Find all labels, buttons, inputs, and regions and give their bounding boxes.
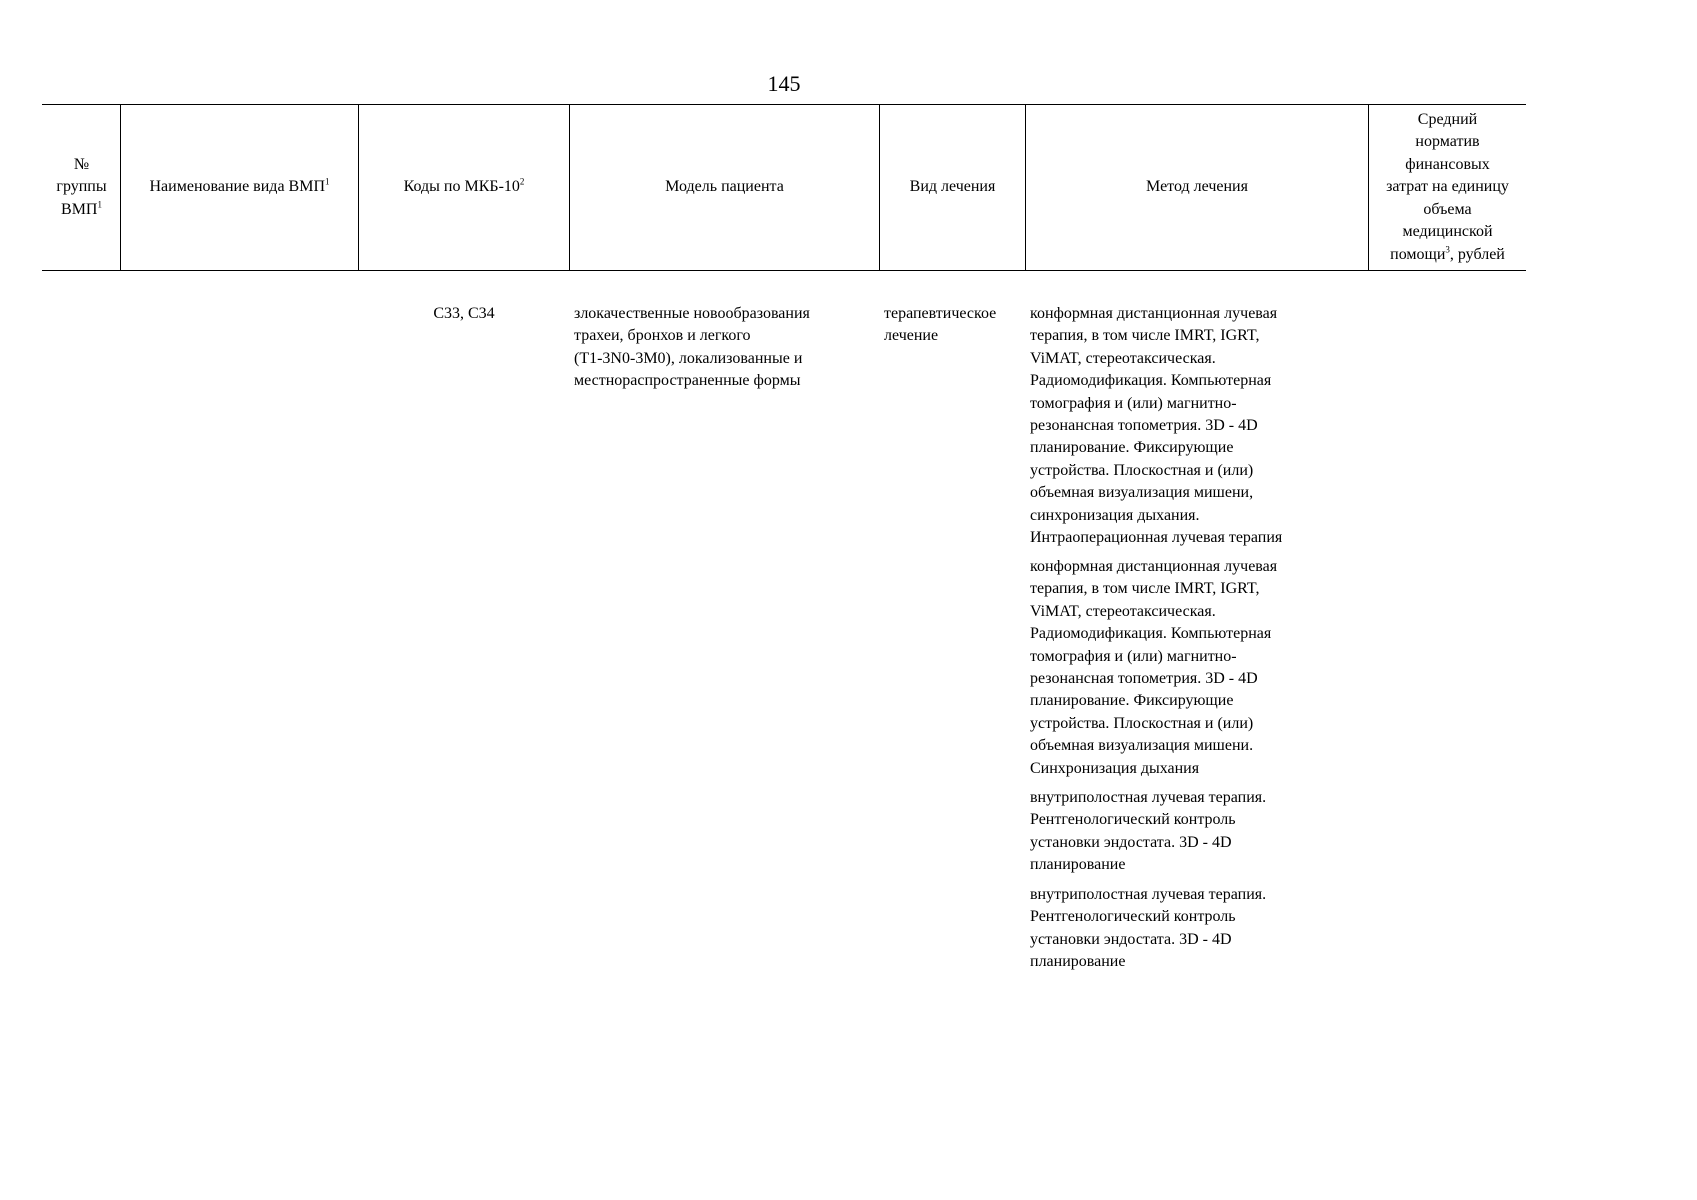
header-text-line: финансовых [1405,155,1490,173]
header-text-line: группы [56,178,107,196]
header-text-line: , рублей [1449,245,1505,263]
text-line: резонансная топометрия. 3D - 4D [1030,670,1258,688]
header-text-line: затрат на единицу [1386,178,1509,196]
text-line: терапевтическое [884,305,997,322]
text-line: объемная визуализация мишени, [1030,484,1254,502]
icd-codes-cell: C33, C34 [433,305,495,322]
text-line: томография и (или) магнитно- [1030,647,1237,665]
text-line: конформная дистанционная лучевая [1030,305,1278,322]
header-text: Вид лечения [909,178,996,196]
text-line: Синхронизация дыхания [1030,759,1200,777]
text-line: резонансная топометрия. 3D - 4D [1030,417,1258,435]
text-line: терапия, в том числе IMRT, IGRT, [1030,327,1260,345]
text-line: местнораспространенные формы [574,372,801,390]
header-text-line: № [73,155,90,173]
text-line: объемная визуализация мишени. [1030,737,1254,755]
text-line: установки эндостата. 3D - 4D [1030,930,1232,948]
footnote-marker: 2 [519,176,525,187]
text-line: планирование [1030,953,1126,971]
text-line: Рентгенологический контроль [1030,908,1236,926]
header-text-line: объема [1423,200,1472,218]
text-line: (T1-3N0-3M0), локализованные и [574,349,803,367]
text-line: установки эндостата. 3D - 4D [1030,833,1232,851]
header-treatment-method [1026,105,1368,270]
footnote-marker: 1 [97,199,102,210]
header-text-line: ВМП [61,200,98,218]
header-text: Модель пациента [665,178,784,196]
header-icd-codes [359,105,569,270]
text-line: томография и (или) магнитно- [1030,394,1237,412]
text-line: конформная дистанционная лучевая [1030,558,1278,575]
page-number: 145 [767,71,801,96]
text-line: устройства. Плоскостная и (или) [1030,461,1254,479]
text-line: лечение [884,327,939,345]
header-text: Наименование вида ВМП [149,178,325,196]
text-line: Радиомодификация. Компьютерная [1030,372,1272,390]
text-line: Интраоперационная лучевая терапия [1030,529,1283,547]
text-line: синхронизация дыхания. [1030,506,1200,524]
header-text-line: медицинской [1402,223,1493,241]
header-bottom-rule [42,270,1526,271]
footnote-marker: 1 [325,176,330,187]
text-line: внутриполостная лучевая терапия. [1030,789,1267,806]
header-treatment-type [880,105,1025,270]
text-line: устройства. Плоскостная и (или) [1030,714,1254,732]
text-line: ViMAT, стереотаксическая. [1030,602,1216,620]
treatment-method-item [1030,884,1360,974]
header-text-line: помощи [1390,245,1446,263]
treatment-type-cell [884,303,1024,348]
text-line: планирование. Фиксирующие [1030,692,1234,710]
text-line: Рентгенологический контроль [1030,811,1236,829]
treatment-method-item [1030,787,1360,877]
text-line: ViMAT, стереотаксическая. [1030,349,1216,367]
text-line: терапия, в том числе IMRT, IGRT, [1030,580,1260,598]
header-group-number [42,105,121,270]
text-line: планирование. Фиксирующие [1030,439,1234,457]
text-line: внутриполостная лучевая терапия. [1030,886,1267,903]
header-text-line: норматив [1415,133,1480,151]
treatment-method-item [1030,556,1360,780]
header-text: Коды по МКБ-10 [403,178,520,196]
header-text-line: Средний [1417,111,1478,129]
header-vmp-name [121,105,358,270]
patient-model-cell [574,303,874,393]
text-line: злокачественные новообразования [574,305,810,322]
header-text: Метод лечения [1146,178,1248,196]
text-line: Радиомодификация. Компьютерная [1030,625,1272,643]
text-line: трахеи, бронхов и легкого [574,327,751,345]
header-average-cost [1369,105,1526,270]
treatment-method-item [1030,303,1360,549]
text-line: планирование [1030,856,1126,874]
header-patient-model [570,105,879,270]
footnote-marker: 3 [1445,244,1450,255]
